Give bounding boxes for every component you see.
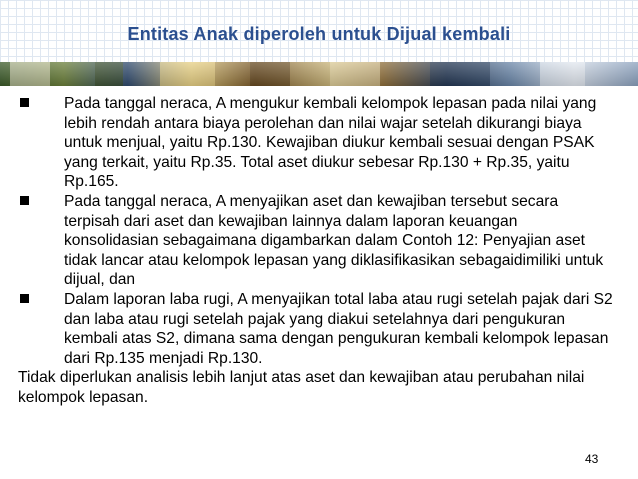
bullet-item — [34, 192, 614, 290]
header-photo-banner — [0, 62, 638, 86]
square-bullet-icon — [20, 98, 29, 107]
square-bullet-icon — [20, 196, 29, 205]
closing-paragraph: Tidak diperlukan analisis lebih lanjut atas aset dan kewajiban atau perubahan nilai kelompok lepasan. — [18, 369, 585, 406]
bullet-text: Pada tanggal neraca, A mengukur kembali kelompok lepasan pada nilai yang lebih rendah antara biaya perolehan dan nilai wajar setelah dikurangi biaya untuk menjual, yaitu Rp.130. Kewajiban diukur kembali sesuai dengan PSAK yang terkait, yaitu Rp.35. Total aset diukur sebesar Rp.130 + Rp.35, yaitu Rp.165. — [64, 95, 597, 191]
bullet-item — [34, 290, 614, 368]
page-number: 43 — [585, 452, 599, 466]
bullet-item — [34, 94, 614, 192]
square-bullet-icon — [20, 294, 29, 303]
bullet-text: Pada tanggal neraca, A menyajikan aset dan kewajiban tersebut secara terpisah dari aset dan kewajiban lainnya dalam laporan keuangan konsolidasian sebagaimana digambarkan dalam Contoh 12: Penyajian aset tidak lancar atau kelompok lepasan yang diklasifikasikan sebagaidimiliki untuk dijual, dan — [64, 192, 604, 289]
slide-body — [18, 94, 614, 408]
slide-title: Entitas Anak diperoleh untuk Dijual kembali — [127, 24, 511, 44]
bullet-text: Dalam laporan laba rugi, A menyajikan total laba atau rugi setelah pajak dari S2 dan laba atau rugi setelah pajak yang diakui setelahnya dari pengukuran kembali atas S2, dimana sama dengan pengukuran kembali kelompok lepasan dari Rp.135 menjadi Rp.130. — [64, 290, 613, 367]
